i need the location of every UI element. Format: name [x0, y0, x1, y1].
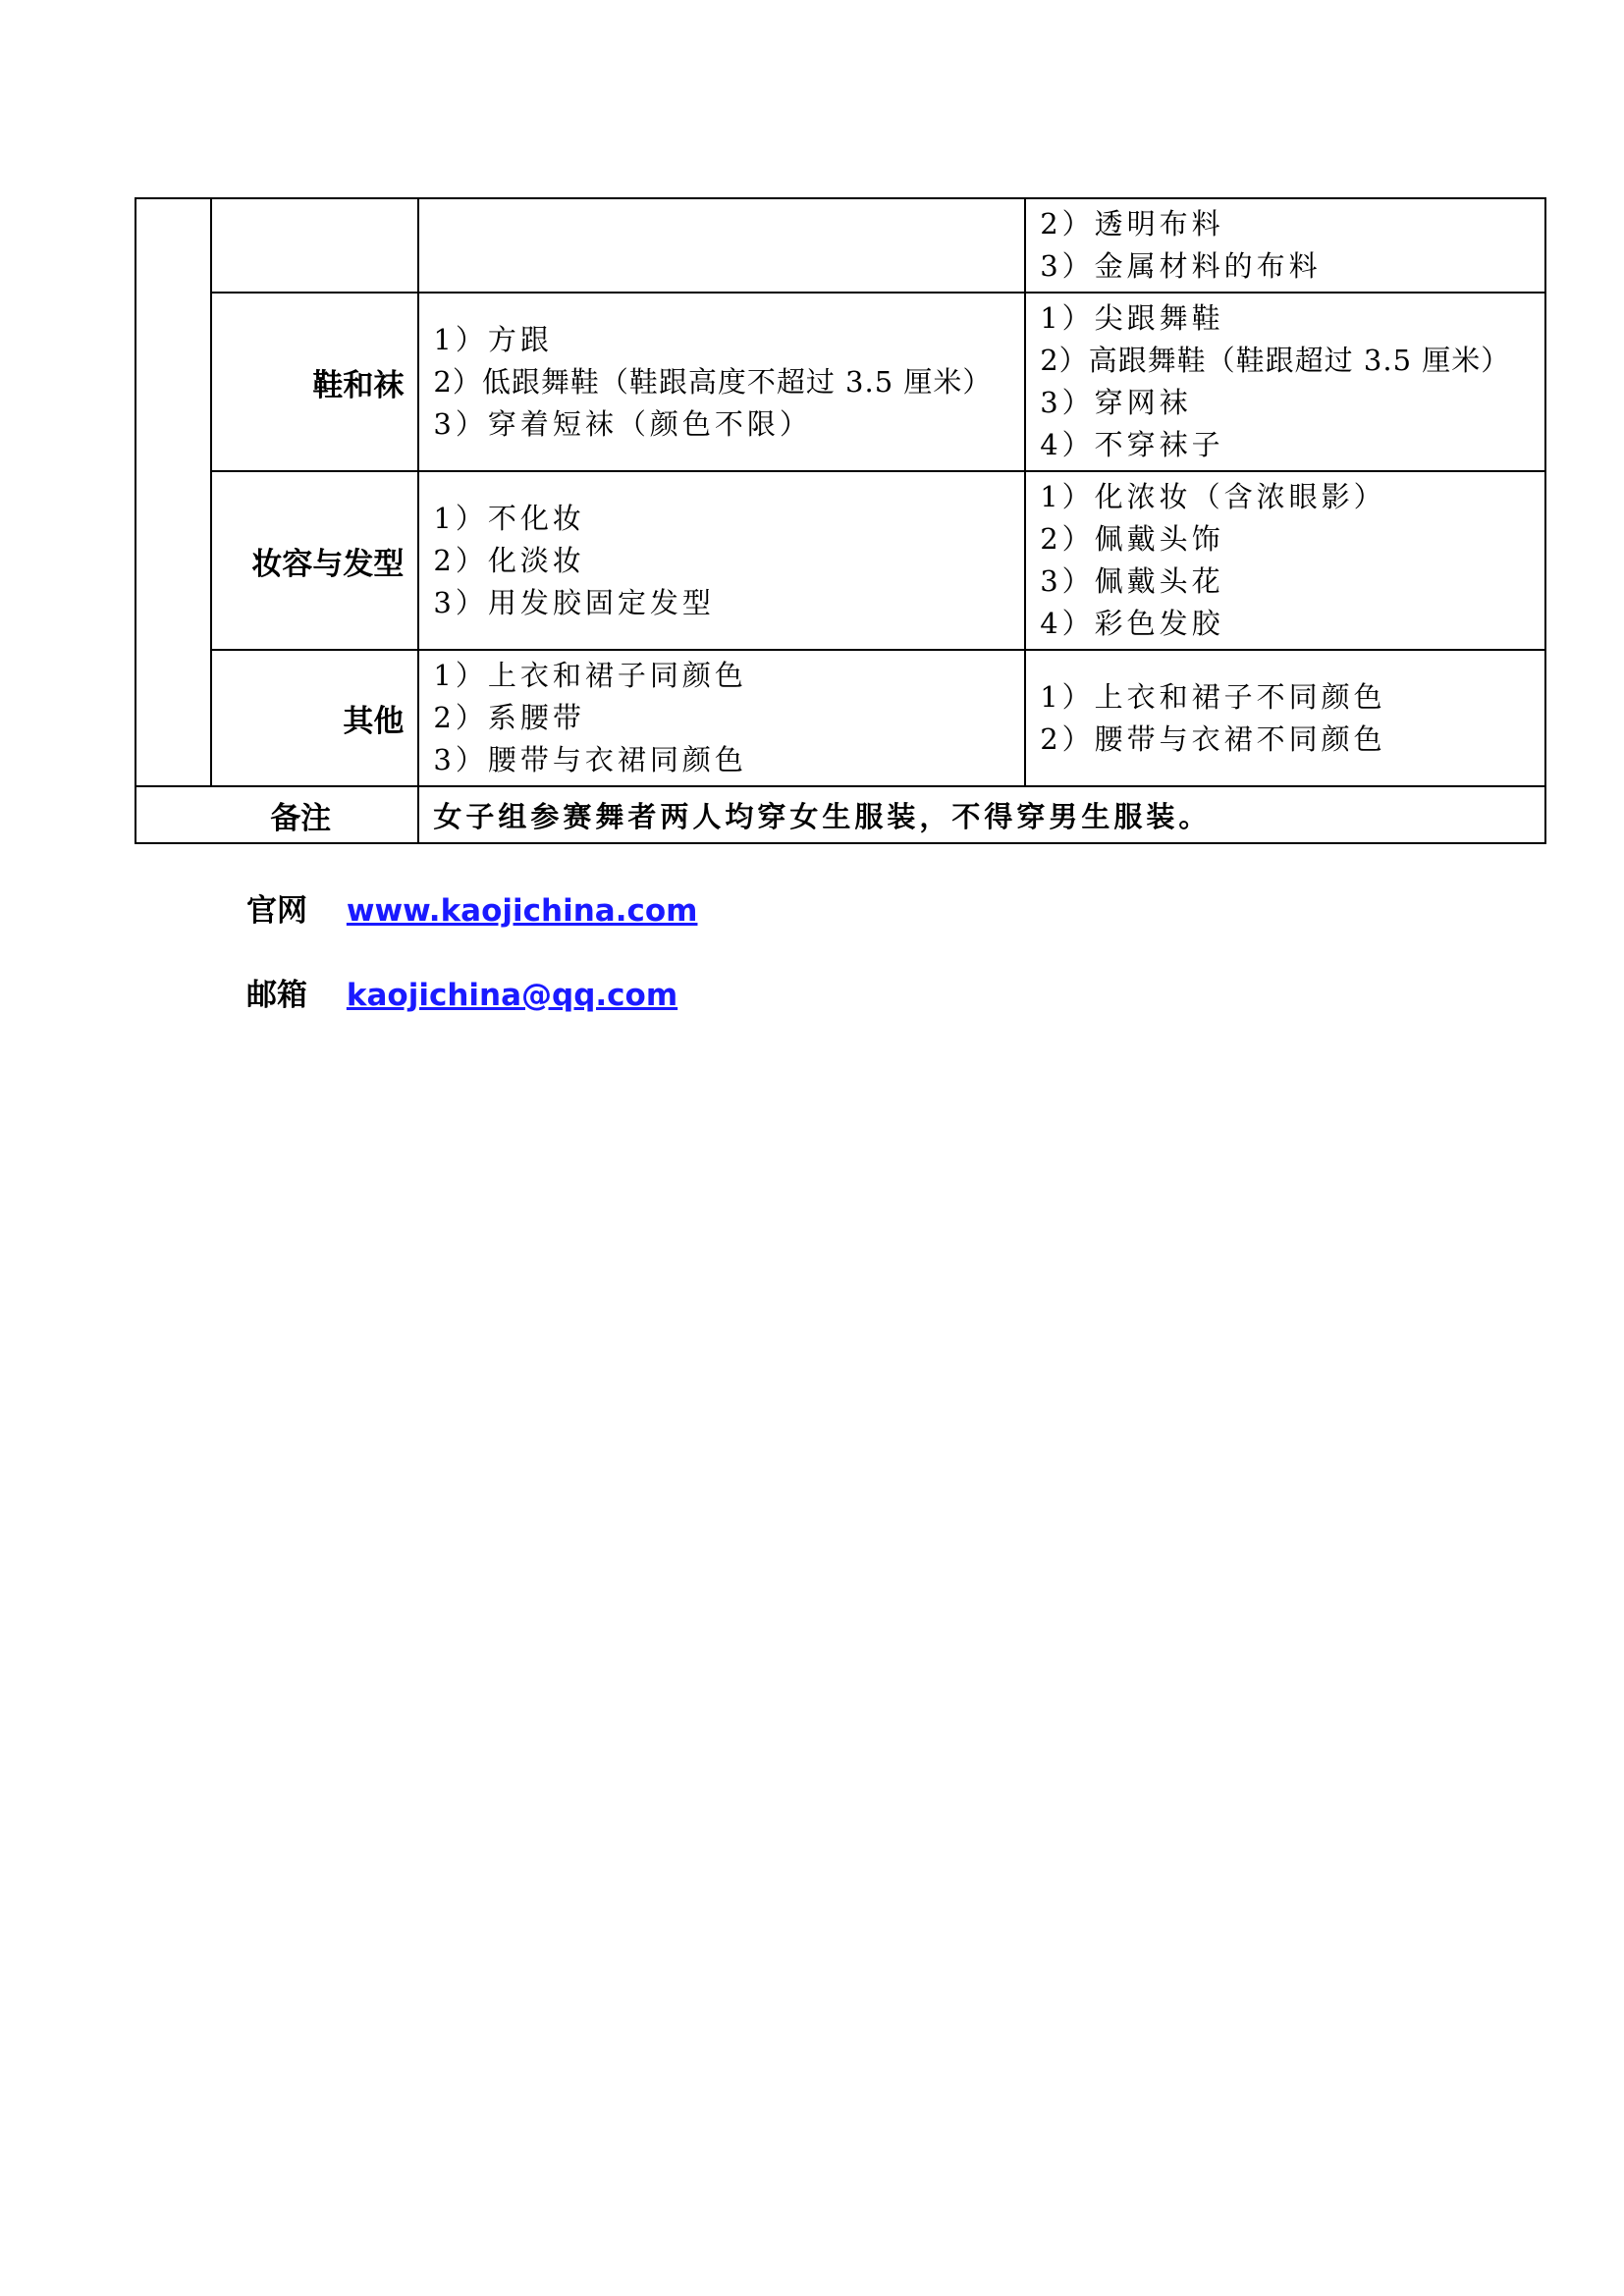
- email-label: 邮箱: [246, 978, 307, 1013]
- list-item: 3）金属材料的布料: [1040, 249, 1322, 283]
- list-item: 1）方跟: [433, 322, 553, 356]
- category-cell: 鞋和袜: [211, 293, 418, 471]
- list-item: 2）透明布料: [1040, 207, 1224, 240]
- list-item: 3）穿着短袜（颜色不限）: [433, 406, 812, 441]
- table-row: [135, 198, 1545, 293]
- table-row: [135, 650, 1545, 786]
- list-item: 2）高跟舞鞋（鞋跟超过 3.5 厘米）: [1040, 344, 1511, 377]
- category-cell: 其他: [211, 650, 418, 786]
- list-item: 1）上衣和裙子不同颜色: [1040, 679, 1386, 714]
- forbidden-cell: [1025, 471, 1545, 650]
- list-item: 1）尖跟舞鞋: [1040, 301, 1224, 335]
- allowed-cell: [418, 650, 1025, 786]
- remark-row: [135, 786, 1545, 843]
- remark-text: 女子组参赛舞者两人均穿女生服装，不得穿男生服装。: [418, 786, 1545, 843]
- list-item: 1）上衣和裙子同颜色: [433, 659, 747, 692]
- table-row: [135, 471, 1545, 650]
- list-item: 1）化浓妆（含浓眼影）: [1040, 480, 1386, 513]
- list-item: 3）穿网袜: [1040, 386, 1192, 419]
- forbidden-cell: [1025, 198, 1545, 293]
- list-item: 4）不穿袜子: [1040, 428, 1224, 461]
- table-row: [135, 293, 1545, 471]
- dress-rules-table: [135, 197, 1546, 844]
- email-link[interactable]: kaojichina@qq.com: [346, 978, 678, 1013]
- list-item: 1）不化妆: [433, 501, 585, 535]
- list-item: 2）腰带与衣裙不同颜色: [1040, 721, 1386, 756]
- allowed-cell: [418, 293, 1025, 471]
- allowed-cell: [418, 471, 1025, 650]
- category-cell: 妆容与发型: [211, 471, 418, 650]
- website-line: [246, 885, 697, 930]
- list-item: 2）低跟舞鞋（鞋跟高度不超过 3.5 厘米）: [433, 364, 993, 399]
- list-item: 3）佩戴头花: [1040, 564, 1224, 598]
- blank-column-cell: [135, 198, 211, 786]
- forbidden-cell: [1025, 293, 1545, 471]
- category-cell: [211, 198, 418, 293]
- email-line: [246, 970, 677, 1014]
- website-link[interactable]: www.kaojichina.com: [346, 893, 698, 929]
- list-item: 3）腰带与衣裙同颜色: [433, 743, 747, 776]
- website-label: 官网: [246, 893, 307, 929]
- allowed-cell: [418, 198, 1025, 293]
- list-item: 2）佩戴头饰: [1040, 522, 1224, 556]
- list-item: 4）彩色发胶: [1040, 607, 1224, 640]
- list-item: 3）用发胶固定发型: [433, 585, 715, 619]
- remark-label: 备注: [135, 786, 418, 843]
- forbidden-cell: [1025, 650, 1545, 786]
- list-item: 2）化淡妆: [433, 543, 585, 577]
- list-item: 2）系腰带: [433, 701, 585, 734]
